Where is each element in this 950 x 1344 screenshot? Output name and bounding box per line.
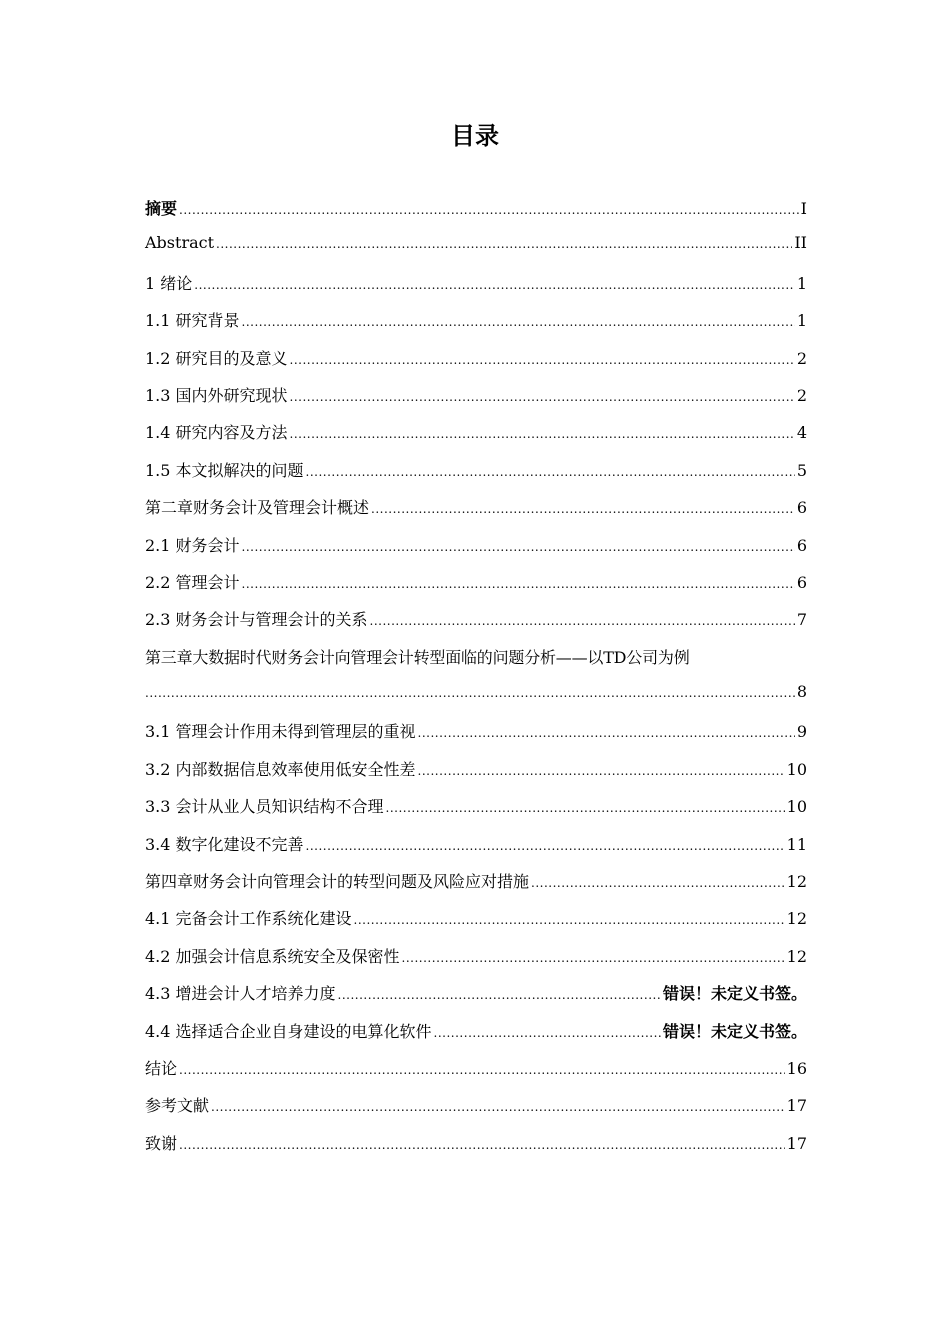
dot-leader (338, 988, 661, 1002)
toc-entry[interactable] (145, 1093, 807, 1130)
toc-entry[interactable] (145, 308, 807, 345)
toc-entry[interactable] (145, 196, 807, 233)
toc-entry[interactable] (145, 1056, 807, 1093)
toc-entry-label-line[interactable] (145, 645, 807, 682)
dot-leader (434, 1026, 661, 1040)
toc-entry[interactable] (145, 1131, 807, 1168)
dot-leader (179, 1063, 785, 1077)
toc-entry-label: 第四章财务会计向管理会计的转型问题及风险应对措施 (145, 872, 530, 892)
dot-leader (290, 353, 795, 367)
dot-leader (418, 726, 795, 740)
toc-entry-label: 结论 (145, 1058, 178, 1078)
toc-entry-label: 3.4 数字化建设不完善 (145, 834, 304, 854)
toc-entry[interactable] (145, 1019, 807, 1056)
toc-entry[interactable] (145, 271, 807, 308)
toc-entry-page: 5 (796, 460, 807, 480)
toc-entry[interactable] (145, 869, 807, 906)
toc-entry-page: 10 (786, 759, 807, 779)
toc-entry-page: 17 (786, 1096, 807, 1116)
dot-leader (211, 1100, 785, 1114)
toc-entry[interactable] (145, 794, 807, 831)
bookmark-error-text: 错误！未定义书签。 (662, 984, 807, 1004)
dot-leader (418, 764, 785, 778)
dot-leader (290, 427, 795, 441)
toc-entry[interactable] (145, 420, 807, 457)
dot-leader (242, 540, 795, 554)
dot-leader (290, 390, 795, 404)
dot-leader (306, 839, 785, 853)
toc-entry-label: 摘要 (145, 199, 178, 218)
toc-entry-label: 参考文献 (145, 1096, 210, 1116)
toc-entry-page: 12 (786, 946, 807, 966)
toc-entry-page: 17 (786, 1133, 807, 1153)
toc-entry[interactable] (145, 682, 807, 719)
toc-entry[interactable] (145, 832, 807, 869)
toc-entry-page: 7 (796, 610, 807, 630)
toc-entry-page: 16 (786, 1058, 807, 1078)
toc-entry-page: 12 (786, 909, 807, 929)
toc-entry[interactable] (145, 458, 807, 495)
toc-entry-label: 3.2 内部数据信息效率使用低安全性差 (145, 759, 416, 779)
toc-entry-label: 2.1 财务会计 (145, 535, 240, 555)
toc-entry-label: 1 绪论 (145, 273, 193, 293)
toc-entry-label: 致谢 (145, 1133, 178, 1153)
toc-entry[interactable] (145, 570, 807, 607)
toc-entry-page: 11 (786, 834, 807, 854)
dot-leader (242, 315, 795, 329)
toc-entry-label: 2.2 管理会计 (145, 572, 240, 592)
toc-entry-label: 第二章财务会计及管理会计概述 (145, 498, 370, 518)
toc-entry[interactable] (145, 346, 807, 383)
dot-leader (242, 577, 795, 591)
toc-entry-label: 3.1 管理会计作用未得到管理层的重视 (145, 722, 416, 742)
toc-entry-page: 4 (796, 423, 807, 443)
toc-entry[interactable] (145, 944, 807, 981)
dot-leader (402, 951, 785, 965)
toc-entry-page: 10 (786, 797, 807, 817)
toc-entry-page: 12 (786, 872, 807, 892)
dot-leader (179, 1138, 785, 1152)
toc-entry-label: 第三章大数据时代财务会计向管理会计转型面临的问题分析——以TD公司为例 (145, 647, 690, 667)
page-title: 目录 (451, 122, 499, 150)
dot-leader (216, 237, 792, 251)
toc-entry-page: 8 (796, 682, 807, 702)
toc-entry-label: 4.2 加强会计信息系统安全及保密性 (145, 946, 400, 966)
dot-leader (179, 203, 799, 217)
toc-entry-page: I (800, 199, 807, 218)
toc-entry-label: 2.3 财务会计与管理会计的关系 (145, 610, 368, 630)
toc-entry-page: 2 (796, 385, 807, 405)
toc-entry[interactable] (145, 495, 807, 532)
toc-entry-page: 9 (796, 722, 807, 742)
dot-leader (306, 465, 795, 479)
toc-entry[interactable] (145, 607, 807, 644)
toc-entry-label: Abstract (145, 233, 215, 253)
toc-entry[interactable] (145, 906, 807, 943)
dot-leader (386, 801, 785, 815)
toc-entry[interactable] (145, 981, 807, 1018)
bookmark-error-text: 错误！未定义书签。 (662, 1021, 807, 1041)
dot-leader (370, 614, 795, 628)
toc-entry[interactable] (145, 757, 807, 794)
toc-entry[interactable] (145, 383, 807, 420)
toc-entry-label: 4.4 选择适合企业自身建设的电算化软件 (145, 1021, 432, 1041)
toc-entry-page: II (794, 233, 807, 253)
toc-entry-label: 1.4 研究内容及方法 (145, 423, 288, 443)
dot-leader (531, 876, 785, 890)
toc-entry-page: 1 (796, 311, 807, 331)
toc-entry-label: 1.5 本文拟解决的问题 (145, 460, 304, 480)
toc-entry[interactable] (145, 533, 807, 570)
dot-leader (194, 278, 795, 292)
toc-entry-label: 4.1 完备会计工作系统化建设 (145, 909, 352, 929)
toc-entry-label: 4.3 增进会计人才培养力度 (145, 984, 336, 1004)
toc-entry-page: 2 (796, 348, 807, 368)
toc-entry[interactable] (145, 719, 807, 756)
dot-leader (371, 502, 795, 516)
table-of-contents (145, 196, 807, 1168)
toc-entry-page: 6 (796, 498, 807, 518)
toc-entry-label: 1.1 研究背景 (145, 311, 240, 331)
toc-entry-label: 3.3 会计从业人员知识结构不合理 (145, 797, 384, 817)
toc-entry[interactable] (145, 233, 807, 270)
toc-entry-label: 1.2 研究目的及意义 (145, 348, 288, 368)
toc-entry-page: 1 (796, 273, 807, 293)
toc-entry-page: 6 (796, 572, 807, 592)
toc-entry-page: 6 (796, 535, 807, 555)
dot-leader (145, 686, 795, 700)
dot-leader (354, 913, 785, 927)
toc-entry-label: 1.3 国内外研究现状 (145, 385, 288, 405)
